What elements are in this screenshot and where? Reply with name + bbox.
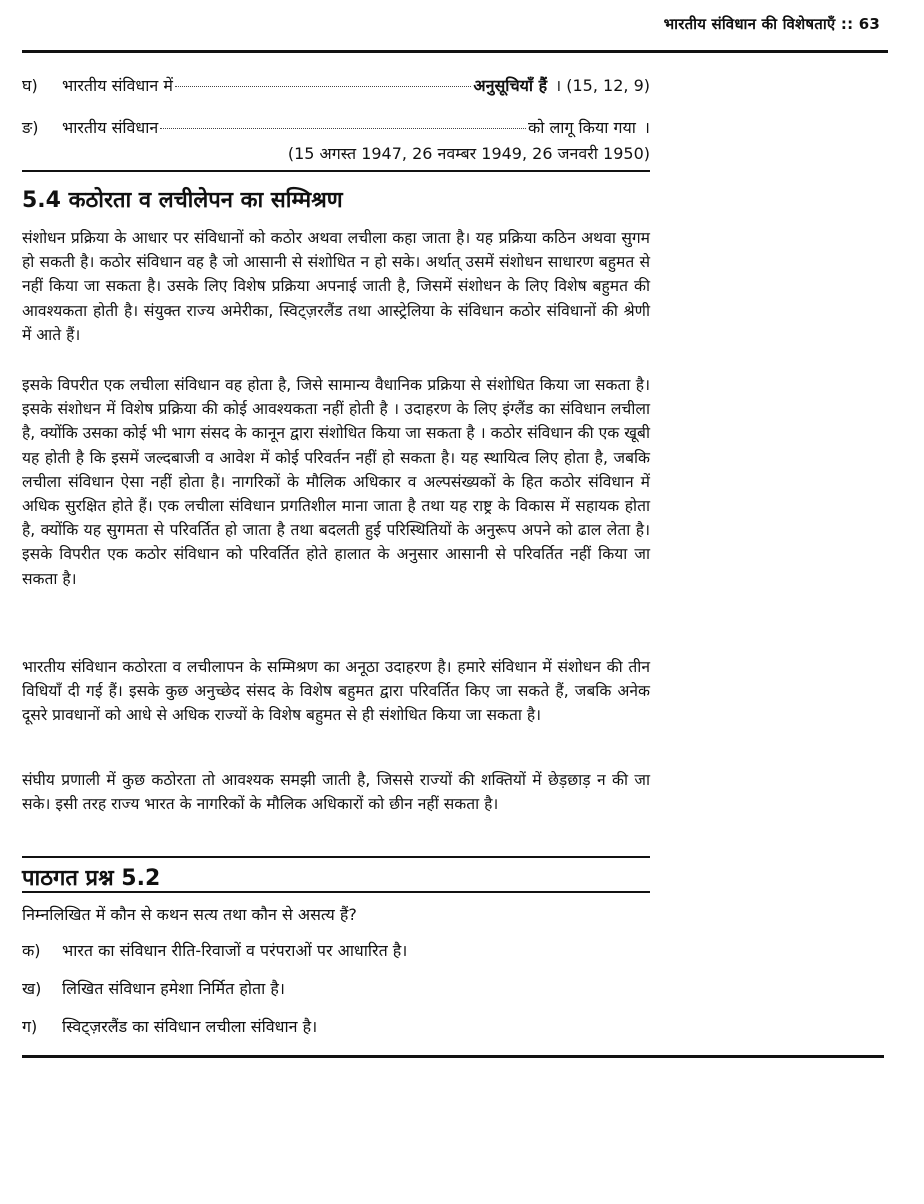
fill-blank-label-nga: ङ) (22, 118, 39, 137)
header-separator: :: (840, 15, 854, 33)
fill-blank-lead: भारतीय संविधान (62, 118, 159, 137)
question-label: ख) (22, 979, 42, 998)
exercise-heading: पाठगत प्रश्न 5.2 (22, 866, 161, 891)
section-heading: 5.4 कठोरता व लचीलेपन का सम्मिश्रण (22, 188, 343, 213)
question-text: स्विट्ज़रलैंड का संविधान लचीला संविधान है। (62, 1017, 318, 1036)
fill-blank-trail: अनुसूचियाँ हैं (473, 76, 548, 95)
paragraph-4: संघीय प्रणाली में कुछ कठोरता तो आवश्यक समझी जाती है, जिससे राज्यों की शक्तियों में छेड़छाड़ न की जा सके। इसी तरह राज्य भारत के नागरिकों के मौलिक अधिकारों को छीन नहीं सकता है। (22, 771, 650, 814)
exercise-top-rule (22, 856, 650, 858)
fill-blank-nga (62, 116, 650, 138)
paragraph-2: इसके विपरीत एक लचीला संविधान वह होता है, जिसे सामान्य वैधानिक प्रक्रिया से संशोधित किया जा सकता है। इसके संशोधन में विशेष प्रक्रिया की कोई आवश्यकता नहीं होती है । उदाहरण के लिए इंग्लैंड का संविधान लचीला है, क्योंकि उसका कोई भी भाग संसद के कानून द्वारा संशोधित किया जा सकता है । कठोर संविधान की एक खूबी यह होती है कि इसमें जल्दबाजी व आवेश में कोई परिवर्तन नहीं हो सकता है। यह स्थायित्व लिए होता है, जबकि लचीला संविधान ऐसा नहीं होता है। नागरिकों के मौलिक अधिकार व अल्पसंख्यकों के हित कठोर संविधान में अधिक सुरक्षित होते हैं। एक लचीला संविधान प्रगतिशील माना जाता है तथा यह राष्ट्र के विकास में सहायक होता है, क्योंकि यह सुगमता से परिवर्तित हो जाता है तथा बदलती हुई परिस्थितियों के अनुरूप अपने को ढाल लेता है। इसके विपरीत एक कठोर संविधान को परिवर्तित होते हालात के अनुसार आसानी से परिवर्तित नहीं किया जा सकता है। (22, 376, 650, 588)
fill-blank-lead: भारतीय संविधान में (62, 76, 173, 95)
page-bottom-rule (22, 1055, 884, 1058)
exercise-heading-rule (22, 891, 650, 893)
running-title: भारतीय संविधान की विशेषताएँ (663, 15, 836, 33)
running-header (664, 14, 880, 34)
fill-blank-label-gha: घ) (22, 76, 38, 95)
header-rule (22, 50, 888, 53)
blank-line (175, 86, 471, 87)
question-label: क) (22, 941, 41, 960)
fill-blank-options: । (15, 12, 9) (555, 76, 650, 95)
question-text: भारत का संविधान रीति-रिवाजों व परंपराओं पर आधारित है। (62, 941, 408, 960)
exercise-instruction: निम्नलिखित में कौन से कथन सत्य तथा कौन से असत्य हैं? (22, 905, 357, 924)
page-number: 63 (858, 15, 880, 33)
question-text: लिखित संविधान हमेशा निर्मित होता है। (62, 979, 285, 998)
fill-blank-options: (15 अगस्त 1947, 26 नवम्बर 1949, 26 जनवरी 1950) (287, 144, 650, 163)
blank-line (160, 128, 526, 129)
fill-blank-end: । (643, 118, 650, 137)
paragraph-1: संशोधन प्रक्रिया के आधार पर संविधानों को कठोर अथवा लचीला कहा जाता है। यह प्रक्रिया कठिन अथवा सुगम हो सकती है। कठोर संविधान वह है जो आसानी से संशोधित न हो सके। अर्थात् उसमें संशोधन साधारण बहुमत से नहीं किया जा सकता है। उसके लिए विशेष प्रक्रिया अपनाई जाती है, जिसमें संशोधन के लिए विशेष बहुमत की आवश्यकता होती है। संयुक्त राज्य अमेरीका, स्विट्ज़रलैंड तथा आस्ट्रेलिया के संविधान कठोर संविधानों की श्रेणी में आते हैं। (22, 229, 650, 344)
paragraph-3: भारतीय संविधान कठोरता व लचीलापन के सम्मिश्रण का अनूठा उदाहरण है। हमारे संविधान में संशोधन की तीन विधियाँ दी गई हैं। इसके कुछ अनुच्छेद संसद के विशेष बहुमत द्वारा परिवर्तित किए जा सकते हैं, जबकि अनेक दूसरे प्रावधानों को आधे से अधिक राज्यों के विशेष बहुमत से ही संशोधित किया जा सकता है। (22, 658, 650, 725)
section-top-rule (22, 170, 650, 172)
fill-blank-gha (62, 74, 650, 96)
question-label: ग) (22, 1017, 38, 1036)
fill-blank-trail: को लागू किया गया (527, 118, 636, 137)
